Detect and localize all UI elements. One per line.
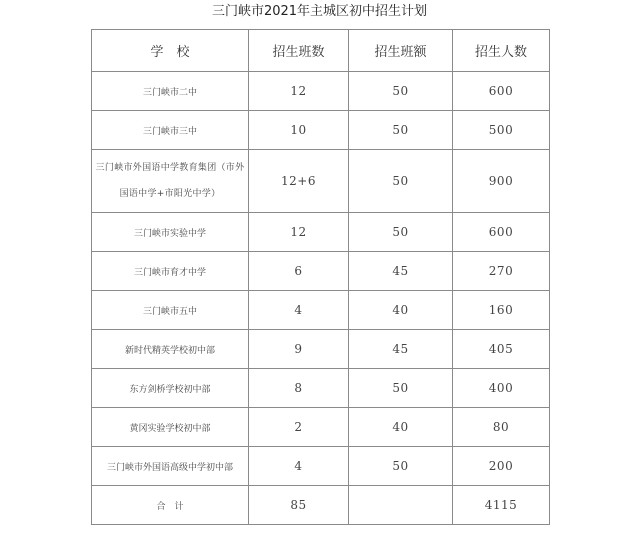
table-row bbox=[92, 330, 550, 369]
header-class-size: 招生班额 bbox=[349, 30, 453, 72]
students-cell: 400 bbox=[453, 369, 550, 408]
students-cell: 200 bbox=[453, 447, 550, 486]
class-size-cell: 50 bbox=[349, 111, 453, 150]
class-size-cell: 40 bbox=[349, 291, 453, 330]
total-label-cell: 合 计 bbox=[92, 486, 249, 525]
school-name-cell: 新时代精英学校初中部 bbox=[92, 330, 249, 369]
school-name-cell: 三门峡市外国语中学教育集团（市外国语中学+市阳光中学） bbox=[92, 150, 249, 213]
school-name-cell: 黄冈实验学校初中部 bbox=[92, 408, 249, 447]
classes-cell: 12 bbox=[249, 213, 349, 252]
students-cell: 900 bbox=[453, 150, 550, 213]
classes-cell: 12 bbox=[249, 72, 349, 111]
enrollment-plan-table bbox=[91, 29, 550, 525]
table-row bbox=[92, 252, 550, 291]
class-size-cell: 50 bbox=[349, 150, 453, 213]
total-class-size-cell bbox=[349, 486, 453, 525]
class-size-cell: 50 bbox=[349, 72, 453, 111]
table-row bbox=[92, 111, 550, 150]
class-size-cell: 50 bbox=[349, 447, 453, 486]
document-title: 三门峡市2021年主城区初中招生计划 bbox=[211, 4, 428, 19]
school-name-cell: 东方剑桥学校初中部 bbox=[92, 369, 249, 408]
table-row bbox=[92, 72, 550, 111]
class-size-cell: 45 bbox=[349, 252, 453, 291]
class-size-cell: 45 bbox=[349, 330, 453, 369]
header-classes: 招生班数 bbox=[249, 30, 349, 72]
school-name-cell: 三门峡市二中 bbox=[92, 72, 249, 111]
header-school: 学 校 bbox=[92, 30, 249, 72]
school-name-cell: 三门峡市五中 bbox=[92, 291, 249, 330]
students-cell: 270 bbox=[453, 252, 550, 291]
class-size-cell: 50 bbox=[349, 213, 453, 252]
students-cell: 600 bbox=[453, 72, 550, 111]
table-row bbox=[92, 213, 550, 252]
class-size-cell: 40 bbox=[349, 408, 453, 447]
school-name-cell: 三门峡市外国语高级中学初中部 bbox=[92, 447, 249, 486]
table-row bbox=[92, 408, 550, 447]
students-cell: 160 bbox=[453, 291, 550, 330]
class-size-cell: 50 bbox=[349, 369, 453, 408]
total-row bbox=[92, 486, 550, 525]
classes-cell: 4 bbox=[249, 291, 349, 330]
table-header-row bbox=[92, 30, 550, 72]
students-cell: 80 bbox=[453, 408, 550, 447]
school-name-cell: 三门峡市三中 bbox=[92, 111, 249, 150]
classes-cell: 4 bbox=[249, 447, 349, 486]
students-cell: 405 bbox=[453, 330, 550, 369]
table-row bbox=[92, 291, 550, 330]
table-row bbox=[92, 447, 550, 486]
header-students: 招生人数 bbox=[453, 30, 550, 72]
classes-cell: 2 bbox=[249, 408, 349, 447]
students-cell: 500 bbox=[453, 111, 550, 150]
total-students-cell: 4115 bbox=[453, 486, 550, 525]
school-name-cell: 三门峡市育才中学 bbox=[92, 252, 249, 291]
school-name-cell: 三门峡市实验中学 bbox=[92, 213, 249, 252]
students-cell: 600 bbox=[453, 213, 550, 252]
table-row bbox=[92, 369, 550, 408]
classes-cell: 10 bbox=[249, 111, 349, 150]
classes-cell: 8 bbox=[249, 369, 349, 408]
classes-cell: 12+6 bbox=[249, 150, 349, 213]
classes-cell: 6 bbox=[249, 252, 349, 291]
table-row bbox=[92, 150, 550, 213]
total-classes-cell: 85 bbox=[249, 486, 349, 525]
classes-cell: 9 bbox=[249, 330, 349, 369]
